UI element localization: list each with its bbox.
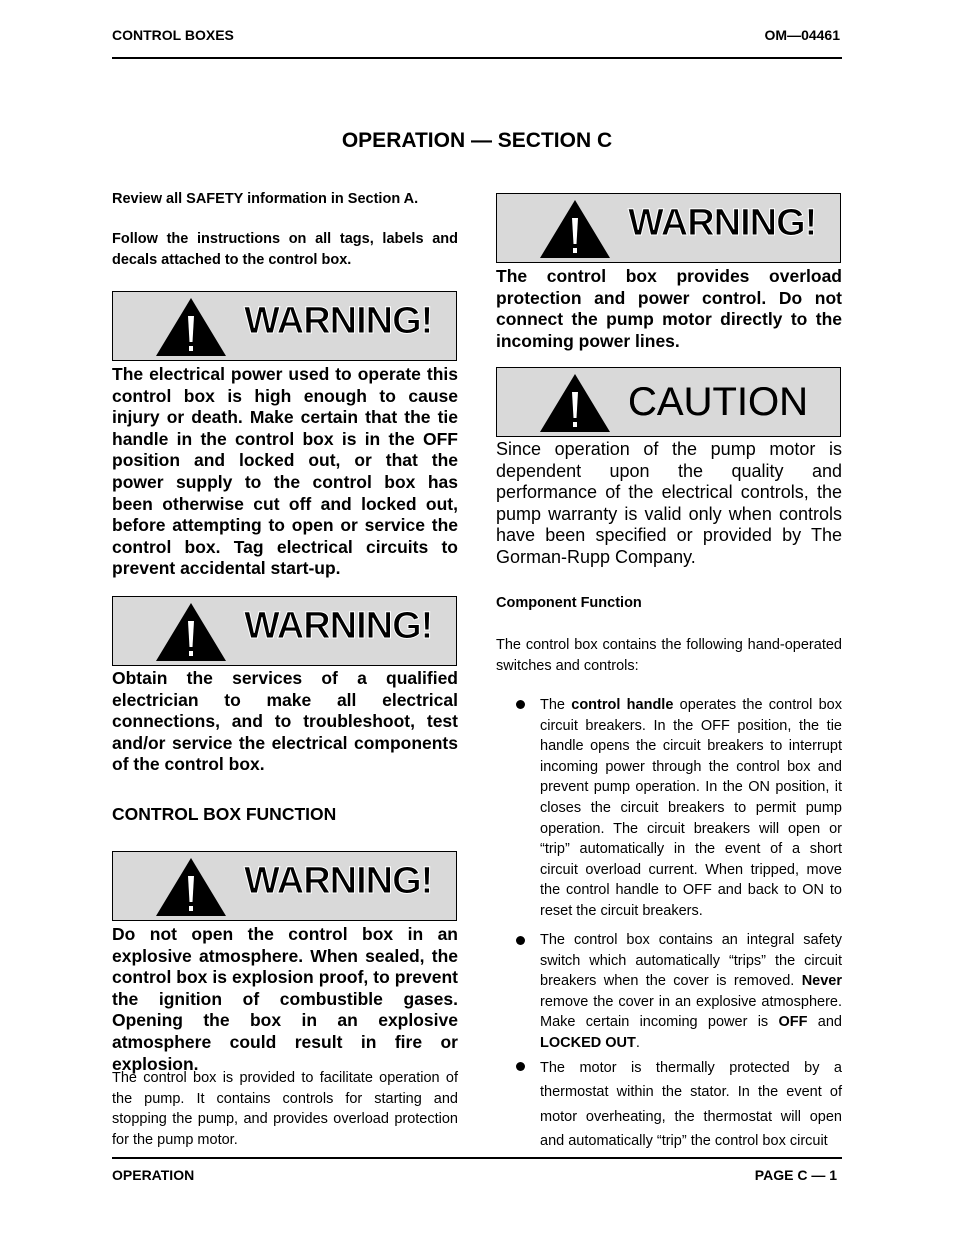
section-heading-component-function: Component Function xyxy=(496,595,642,611)
warning-text-2: Obtain the services of a qualified electrician to make all electrical connections, and to troubleshoot, test and/or service the electrical components of the control box. xyxy=(112,668,458,775)
warning-box-1 xyxy=(112,291,457,361)
intro-tags: Follow the instructions on all tags, labels and decals attached to the control box. xyxy=(112,231,458,268)
caution-box xyxy=(496,367,841,437)
warning-box-2 xyxy=(112,596,457,666)
warning-triangle-icon xyxy=(154,296,228,358)
warning-label: WARNING! xyxy=(244,605,433,647)
footer-right: PAGE C — 1 xyxy=(754,1167,837,1183)
warning-box-right xyxy=(496,193,841,263)
warning-text-3: Do not open the control box in an explosive atmosphere. When sealed, the control box is explosion proof, to prevent the ignition of combustible gases. Opening the box in an explosive atmosphere could result in fire or explosion. xyxy=(112,924,458,1074)
caution-label: CAUTION xyxy=(628,380,808,424)
warning-triangle-icon xyxy=(538,198,612,260)
warning-label: WARNING! xyxy=(244,300,433,342)
bullet-text: . xyxy=(635,1034,640,1051)
bullet-control-handle xyxy=(540,695,842,922)
bullet-bold-term: LOCKED OUT xyxy=(540,1034,636,1051)
page-title: OPERATION — SECTION C xyxy=(341,129,613,152)
bullet-dot xyxy=(516,936,525,945)
header-rule xyxy=(112,57,842,59)
bullet-dot xyxy=(516,1062,525,1071)
caution-triangle-icon xyxy=(538,372,612,434)
warning-triangle-icon xyxy=(154,856,228,918)
bullet-dot xyxy=(516,700,525,709)
bullet-text: operates the control box circuit breakers. In the OFF position, the tie handle opens the circuit breakers to interrupt incoming power through the control box and prevent pump operation. In the ON position, it closes the circuit breakers to permit pump operation. The circuit breakers will open or “trip” automatically in the event of a short circuit overload current. When tripped, move the control handle to OFF and back to ON to reset the circuit breakers. xyxy=(540,697,842,919)
footer-left: OPERATION xyxy=(112,1167,195,1183)
warning-label: WARNING! xyxy=(628,202,817,244)
bullet-text: The xyxy=(540,697,572,713)
warning-text-1: The electrical power used to operate this control box is high enough to cause injury or death. Make certain that the tie handle in the control box is in the OFF position and locked out, or that the power supply to the control box has been otherwise cut off and locked out, before attempting to open or service the control box. Tag electrical circuits to prevent accidental start-up. xyxy=(112,364,458,579)
body-paragraph-left: The control box is provided to facilitate operation of the pump. It contains controls for starting and stopping the pump, and provides overload protection for the pump motor. xyxy=(112,1070,458,1148)
warning-triangle-icon xyxy=(154,601,228,663)
bullet-safety-switch xyxy=(540,930,842,1054)
bullet-text: and xyxy=(807,1014,842,1031)
header-right: OM—04461 xyxy=(764,27,840,43)
warning-text-right: The control box provides overload protection and power control. Do not connect the pump motor directly to the incoming power lines. xyxy=(496,266,842,351)
caution-text: Since operation of the pump motor is dependent upon the quality and performance of the electrical controls, the pump warranty is valid only when controls have been specified or provided by The Gorman-Rupp Company. xyxy=(496,439,842,567)
section-heading-control-box-function: CONTROL BOX FUNCTION xyxy=(112,804,337,824)
header-left: CONTROL BOXES xyxy=(112,27,234,43)
bullet-text: The control box contains an integral safety switch which automatically “trips” the circuit breakers when the cover is removed. xyxy=(540,932,842,990)
bullet-bold-term: OFF xyxy=(778,1014,808,1031)
intro-safety: Review all SAFETY information in Section A. xyxy=(112,191,419,207)
bullet-text: remove the cover in an explosive atmosphere. Make certain incoming power is xyxy=(540,993,842,1031)
warning-label: WARNING! xyxy=(244,860,433,902)
bullet-bold-term: Never xyxy=(801,973,842,990)
bullet-thermal: The motor is thermally protected by a thermostat within the stator. In the event of motor overheating, the thermostat will open and automatically “trip” the control box circuit xyxy=(540,1060,842,1149)
warning-box-3 xyxy=(112,851,457,921)
component-intro: The control box contains the following hand-operated switches and controls: xyxy=(496,637,842,674)
footer-rule xyxy=(112,1157,842,1159)
bullet-bold-term: control handle xyxy=(571,697,674,713)
